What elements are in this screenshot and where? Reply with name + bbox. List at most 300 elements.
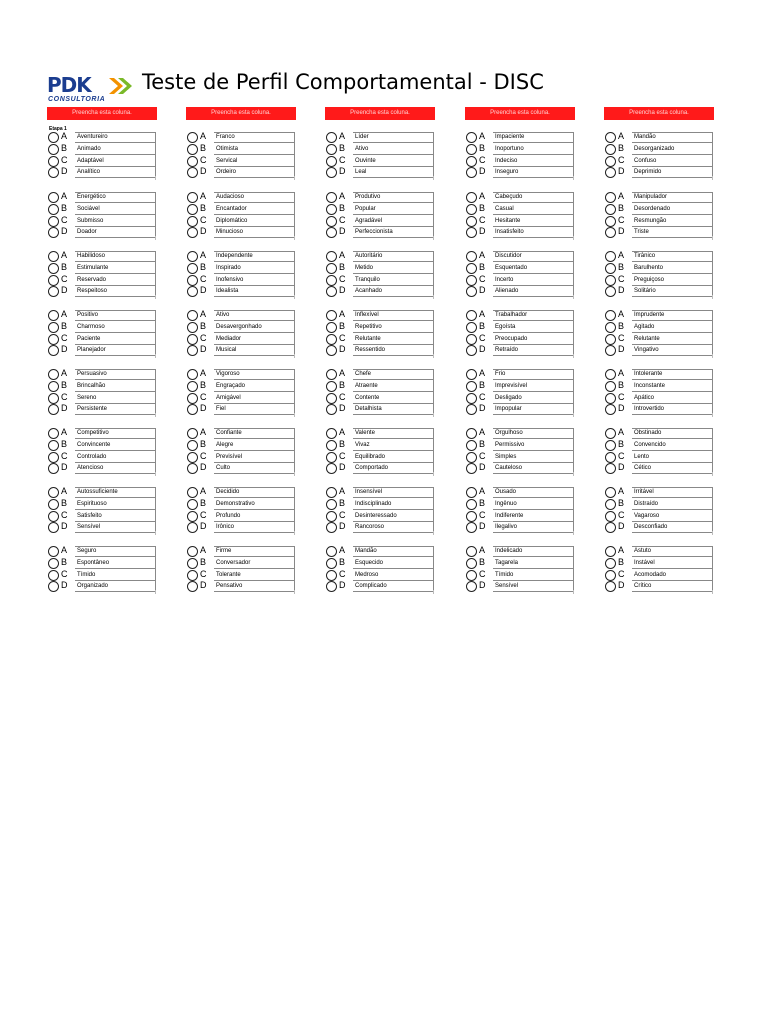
- radio-button[interactable]: [326, 440, 337, 451]
- option-word: Mandão: [632, 132, 712, 143]
- option-row[interactable]: [325, 345, 437, 357]
- option-word: Leal: [353, 167, 433, 178]
- option-row[interactable]: [186, 345, 298, 357]
- option-row[interactable]: [47, 345, 159, 357]
- radio-button[interactable]: [326, 463, 337, 474]
- group-divider: [712, 531, 713, 535]
- radio-button[interactable]: [48, 204, 59, 215]
- option-letter: A: [479, 309, 486, 319]
- option-row[interactable]: [604, 404, 716, 416]
- radio-button[interactable]: [187, 345, 198, 356]
- radio-button[interactable]: [466, 581, 477, 592]
- option-word: Repetitivo: [353, 322, 433, 333]
- radio-button[interactable]: [48, 263, 59, 274]
- radio-button[interactable]: [48, 216, 59, 227]
- radio-button[interactable]: [466, 440, 477, 451]
- radio-button[interactable]: [466, 404, 477, 415]
- radio-button[interactable]: [605, 345, 616, 356]
- option-row[interactable]: [465, 581, 577, 593]
- option-letter: B: [339, 261, 346, 272]
- option-word: Ingênuo: [493, 499, 573, 510]
- option-word: Insatisfeito: [493, 227, 573, 238]
- radio-button[interactable]: [187, 393, 198, 404]
- radio-button[interactable]: [187, 132, 198, 143]
- option-row[interactable]: [186, 463, 298, 475]
- radio-button[interactable]: [466, 204, 477, 215]
- radio-button[interactable]: [326, 381, 337, 392]
- radio-button[interactable]: [326, 192, 337, 203]
- option-word: Positivo: [75, 310, 155, 321]
- radio-button[interactable]: [326, 310, 337, 321]
- option-word: Autoritário: [353, 251, 433, 262]
- option-word: Alienado: [493, 286, 573, 297]
- radio-button[interactable]: [605, 463, 616, 474]
- radio-button[interactable]: [466, 310, 477, 321]
- radio-button[interactable]: [466, 463, 477, 474]
- radio-button[interactable]: [466, 156, 477, 167]
- option-letter: A: [339, 250, 346, 260]
- radio-button[interactable]: [605, 581, 616, 592]
- option-row[interactable]: [325, 286, 437, 298]
- radio-button[interactable]: [326, 499, 337, 510]
- question-group: [47, 546, 159, 596]
- option-letter: A: [479, 545, 486, 555]
- option-word: Deprimido: [632, 167, 712, 178]
- radio-button[interactable]: [605, 511, 616, 522]
- option-row[interactable]: [604, 227, 716, 239]
- option-letter: C: [618, 509, 625, 520]
- option-letter: A: [61, 368, 68, 378]
- option-row[interactable]: [604, 167, 716, 179]
- option-row[interactable]: [465, 522, 577, 534]
- radio-button[interactable]: [466, 487, 477, 498]
- option-letter: B: [200, 379, 207, 390]
- header: [0, 0, 768, 110]
- option-letter: B: [200, 142, 207, 153]
- option-row[interactable]: [465, 227, 577, 239]
- radio-button[interactable]: [187, 499, 198, 510]
- radio-button[interactable]: [326, 369, 337, 380]
- option-letter: B: [339, 379, 346, 390]
- option-letter: A: [479, 486, 486, 496]
- option-word: Chefe: [353, 369, 433, 380]
- radio-button[interactable]: [187, 522, 198, 533]
- option-row[interactable]: [465, 345, 577, 357]
- radio-button[interactable]: [326, 404, 337, 415]
- radio-button[interactable]: [187, 381, 198, 392]
- radio-button[interactable]: [326, 546, 337, 557]
- option-letter: A: [618, 486, 625, 496]
- radio-button[interactable]: [48, 463, 59, 474]
- radio-button[interactable]: [187, 227, 198, 238]
- radio-button[interactable]: [187, 322, 198, 333]
- radio-button[interactable]: [48, 487, 59, 498]
- radio-button[interactable]: [326, 156, 337, 167]
- radio-button[interactable]: [326, 452, 337, 463]
- radio-button[interactable]: [466, 227, 477, 238]
- option-word: Tímido: [493, 570, 573, 581]
- option-row[interactable]: [604, 286, 716, 298]
- option-letter: A: [339, 368, 346, 378]
- radio-button[interactable]: [48, 522, 59, 533]
- option-row[interactable]: [325, 581, 437, 593]
- option-row[interactable]: [47, 167, 159, 179]
- group-divider: [155, 413, 156, 417]
- radio-button[interactable]: [48, 581, 59, 592]
- radio-button[interactable]: [187, 156, 198, 167]
- radio-button[interactable]: [605, 440, 616, 451]
- radio-button[interactable]: [48, 286, 59, 297]
- group-divider: [294, 531, 295, 535]
- question-group: [325, 428, 437, 478]
- option-letter: D: [339, 226, 346, 237]
- group-divider: [294, 176, 295, 180]
- radio-button[interactable]: [605, 404, 616, 415]
- option-row[interactable]: [186, 286, 298, 298]
- option-letter: B: [479, 142, 486, 153]
- option-letter: D: [339, 403, 346, 414]
- radio-button[interactable]: [466, 570, 477, 581]
- radio-button[interactable]: [466, 511, 477, 522]
- option-letter: D: [200, 226, 207, 237]
- question-group: [604, 192, 716, 242]
- radio-button[interactable]: [48, 227, 59, 238]
- radio-button[interactable]: [605, 167, 616, 178]
- option-word: Inseguro: [493, 167, 573, 178]
- option-letter: C: [339, 214, 346, 225]
- radio-button[interactable]: [605, 570, 616, 581]
- radio-button[interactable]: [48, 251, 59, 262]
- radio-button[interactable]: [466, 334, 477, 345]
- option-letter: C: [61, 273, 68, 284]
- radio-button[interactable]: [326, 322, 337, 333]
- radio-button[interactable]: [605, 334, 616, 345]
- group-divider: [573, 472, 574, 476]
- radio-button[interactable]: [326, 581, 337, 592]
- option-row[interactable]: [186, 167, 298, 179]
- option-word: Inspirado: [214, 263, 294, 274]
- radio-button[interactable]: [48, 428, 59, 439]
- radio-button[interactable]: [326, 132, 337, 143]
- group-divider: [712, 295, 713, 299]
- radio-button[interactable]: [48, 570, 59, 581]
- radio-button[interactable]: [605, 227, 616, 238]
- radio-button[interactable]: [605, 546, 616, 557]
- radio-button[interactable]: [48, 404, 59, 415]
- radio-button[interactable]: [48, 381, 59, 392]
- group-divider: [712, 413, 713, 417]
- radio-button[interactable]: [326, 227, 337, 238]
- radio-button[interactable]: [605, 522, 616, 533]
- option-word: Hesitante: [493, 216, 573, 227]
- radio-button[interactable]: [48, 511, 59, 522]
- radio-button[interactable]: [605, 286, 616, 297]
- radio-button[interactable]: [326, 216, 337, 227]
- option-letter: A: [479, 250, 486, 260]
- option-letter: C: [479, 450, 486, 461]
- option-word: Complicado: [353, 581, 433, 592]
- radio-button[interactable]: [605, 428, 616, 439]
- radio-button[interactable]: [187, 263, 198, 274]
- option-row[interactable]: [47, 227, 159, 239]
- radio-button[interactable]: [326, 286, 337, 297]
- option-letter: B: [61, 202, 68, 213]
- radio-button[interactable]: [466, 251, 477, 262]
- radio-button[interactable]: [466, 522, 477, 533]
- option-letter: C: [61, 450, 68, 461]
- radio-button[interactable]: [48, 440, 59, 451]
- option-row[interactable]: [47, 581, 159, 593]
- option-word: Encantador: [214, 204, 294, 215]
- option-row[interactable]: [325, 167, 437, 179]
- radio-button[interactable]: [48, 393, 59, 404]
- radio-button[interactable]: [187, 570, 198, 581]
- option-letter: C: [618, 332, 625, 343]
- radio-button[interactable]: [326, 275, 337, 286]
- option-letter: B: [618, 438, 625, 449]
- radio-button[interactable]: [48, 345, 59, 356]
- option-word: Diplomático: [214, 216, 294, 227]
- radio-button[interactable]: [466, 546, 477, 557]
- option-letter: D: [61, 403, 68, 414]
- radio-button[interactable]: [605, 310, 616, 321]
- question-group: [186, 310, 298, 360]
- radio-button[interactable]: [466, 192, 477, 203]
- question-group: [186, 428, 298, 478]
- radio-button[interactable]: [187, 581, 198, 592]
- option-letter: C: [61, 332, 68, 343]
- option-row[interactable]: [325, 404, 437, 416]
- radio-button[interactable]: [48, 546, 59, 557]
- radio-button[interactable]: [605, 132, 616, 143]
- option-letter: B: [339, 320, 346, 331]
- radio-button[interactable]: [466, 144, 477, 155]
- radio-button[interactable]: [48, 167, 59, 178]
- radio-button[interactable]: [48, 192, 59, 203]
- radio-button[interactable]: [605, 263, 616, 274]
- option-word: Aventureiro: [75, 132, 155, 143]
- option-row[interactable]: [325, 522, 437, 534]
- radio-button[interactable]: [466, 369, 477, 380]
- radio-button[interactable]: [466, 275, 477, 286]
- radio-button[interactable]: [48, 144, 59, 155]
- radio-button[interactable]: [187, 204, 198, 215]
- option-row[interactable]: [604, 581, 716, 593]
- radio-button[interactable]: [187, 310, 198, 321]
- option-word: Autossuficiente: [75, 487, 155, 498]
- option-word: Pensativo: [214, 581, 294, 592]
- radio-button[interactable]: [466, 381, 477, 392]
- option-letter: C: [61, 509, 68, 520]
- option-letter: D: [200, 285, 207, 296]
- radio-button[interactable]: [466, 216, 477, 227]
- option-word: Sensível: [75, 522, 155, 533]
- radio-button[interactable]: [187, 487, 198, 498]
- radio-button[interactable]: [187, 404, 198, 415]
- radio-button[interactable]: [48, 369, 59, 380]
- option-letter: D: [479, 285, 486, 296]
- radio-button[interactable]: [48, 452, 59, 463]
- option-row[interactable]: [325, 463, 437, 475]
- radio-button[interactable]: [605, 275, 616, 286]
- option-word: Astuto: [632, 546, 712, 557]
- radio-button[interactable]: [466, 345, 477, 356]
- option-word: Organizado: [75, 581, 155, 592]
- option-row[interactable]: [604, 345, 716, 357]
- radio-button[interactable]: [605, 487, 616, 498]
- option-row[interactable]: [186, 581, 298, 593]
- radio-button[interactable]: [48, 558, 59, 569]
- radio-button[interactable]: [326, 428, 337, 439]
- radio-button[interactable]: [187, 334, 198, 345]
- radio-button[interactable]: [466, 286, 477, 297]
- radio-button[interactable]: [466, 428, 477, 439]
- radio-button[interactable]: [326, 345, 337, 356]
- radio-button[interactable]: [326, 334, 337, 345]
- radio-button[interactable]: [187, 167, 198, 178]
- group-divider: [712, 176, 713, 180]
- radio-button[interactable]: [466, 558, 477, 569]
- radio-button[interactable]: [605, 322, 616, 333]
- radio-button[interactable]: [466, 263, 477, 274]
- option-word: Espirituoso: [75, 499, 155, 510]
- radio-button[interactable]: [466, 322, 477, 333]
- option-letter: D: [200, 521, 207, 532]
- radio-button[interactable]: [605, 558, 616, 569]
- option-letter: D: [200, 344, 207, 355]
- radio-button[interactable]: [187, 286, 198, 297]
- option-letter: D: [479, 580, 486, 591]
- radio-button[interactable]: [605, 381, 616, 392]
- option-row[interactable]: [465, 286, 577, 298]
- radio-button[interactable]: [605, 156, 616, 167]
- option-letter: B: [200, 261, 207, 272]
- radio-button[interactable]: [48, 334, 59, 345]
- radio-button[interactable]: [326, 204, 337, 215]
- option-row[interactable]: [604, 522, 716, 534]
- option-row[interactable]: [186, 522, 298, 534]
- radio-button[interactable]: [48, 310, 59, 321]
- option-word: Fiel: [214, 404, 294, 415]
- option-word: Reservado: [75, 275, 155, 286]
- option-row[interactable]: [47, 522, 159, 534]
- question-group: [465, 251, 577, 301]
- radio-button[interactable]: [187, 428, 198, 439]
- radio-button[interactable]: [187, 440, 198, 451]
- radio-button[interactable]: [326, 167, 337, 178]
- option-row[interactable]: [47, 463, 159, 475]
- radio-button[interactable]: [187, 546, 198, 557]
- radio-button[interactable]: [605, 499, 616, 510]
- radio-button[interactable]: [48, 275, 59, 286]
- option-word: Trabalhador: [493, 310, 573, 321]
- radio-button[interactable]: [605, 192, 616, 203]
- radio-button[interactable]: [187, 369, 198, 380]
- radio-button[interactable]: [605, 204, 616, 215]
- radio-button[interactable]: [466, 132, 477, 143]
- radio-button[interactable]: [466, 167, 477, 178]
- option-row[interactable]: [465, 167, 577, 179]
- radio-button[interactable]: [605, 452, 616, 463]
- option-word: Tranquilo: [353, 275, 433, 286]
- group-divider: [155, 531, 156, 535]
- option-row[interactable]: [186, 404, 298, 416]
- radio-button[interactable]: [187, 558, 198, 569]
- option-letter: D: [618, 285, 625, 296]
- radio-button[interactable]: [187, 144, 198, 155]
- option-word: Distraído: [632, 499, 712, 510]
- radio-button[interactable]: [48, 132, 59, 143]
- option-letter: A: [61, 250, 68, 260]
- option-letter: C: [479, 154, 486, 165]
- radio-button[interactable]: [326, 570, 337, 581]
- question-group: [47, 310, 159, 360]
- radio-button[interactable]: [187, 463, 198, 474]
- radio-button[interactable]: [466, 499, 477, 510]
- option-word: Mandão: [353, 546, 433, 557]
- option-row[interactable]: [47, 286, 159, 298]
- radio-button[interactable]: [605, 251, 616, 262]
- radio-button[interactable]: [48, 499, 59, 510]
- option-word: Rancoroso: [353, 522, 433, 533]
- radio-button[interactable]: [326, 144, 337, 155]
- radio-button[interactable]: [326, 263, 337, 274]
- option-row[interactable]: [465, 463, 577, 475]
- radio-button[interactable]: [326, 487, 337, 498]
- option-word: Sensível: [493, 581, 573, 592]
- option-letter: B: [618, 202, 625, 213]
- radio-button[interactable]: [187, 452, 198, 463]
- radio-button[interactable]: [466, 452, 477, 463]
- option-word: Persuasivo: [75, 369, 155, 380]
- radio-button[interactable]: [187, 216, 198, 227]
- option-word: Indisciplinado: [353, 499, 433, 510]
- option-row[interactable]: [186, 227, 298, 239]
- option-row[interactable]: [47, 404, 159, 416]
- option-letter: C: [618, 568, 625, 579]
- option-word: Persistente: [75, 404, 155, 415]
- radio-button[interactable]: [326, 522, 337, 533]
- radio-button[interactable]: [48, 322, 59, 333]
- radio-button[interactable]: [187, 275, 198, 286]
- radio-button[interactable]: [326, 511, 337, 522]
- radio-button[interactable]: [187, 511, 198, 522]
- radio-button[interactable]: [187, 251, 198, 262]
- group-divider: [712, 236, 713, 240]
- radio-button[interactable]: [605, 369, 616, 380]
- radio-button[interactable]: [326, 558, 337, 569]
- option-letter: A: [339, 191, 346, 201]
- radio-button[interactable]: [326, 251, 337, 262]
- radio-button[interactable]: [187, 192, 198, 203]
- radio-button[interactable]: [48, 156, 59, 167]
- option-word: Inoportuno: [493, 144, 573, 155]
- option-letter: B: [618, 142, 625, 153]
- option-row[interactable]: [604, 463, 716, 475]
- option-letter: B: [618, 320, 625, 331]
- option-letter: D: [339, 285, 346, 296]
- option-letter: A: [618, 250, 625, 260]
- option-letter: C: [200, 214, 207, 225]
- option-row[interactable]: [325, 227, 437, 239]
- radio-button[interactable]: [466, 393, 477, 404]
- option-word: Barulhento: [632, 263, 712, 274]
- radio-button[interactable]: [605, 216, 616, 227]
- radio-button[interactable]: [326, 393, 337, 404]
- radio-button[interactable]: [605, 144, 616, 155]
- option-row[interactable]: [465, 404, 577, 416]
- radio-button[interactable]: [605, 393, 616, 404]
